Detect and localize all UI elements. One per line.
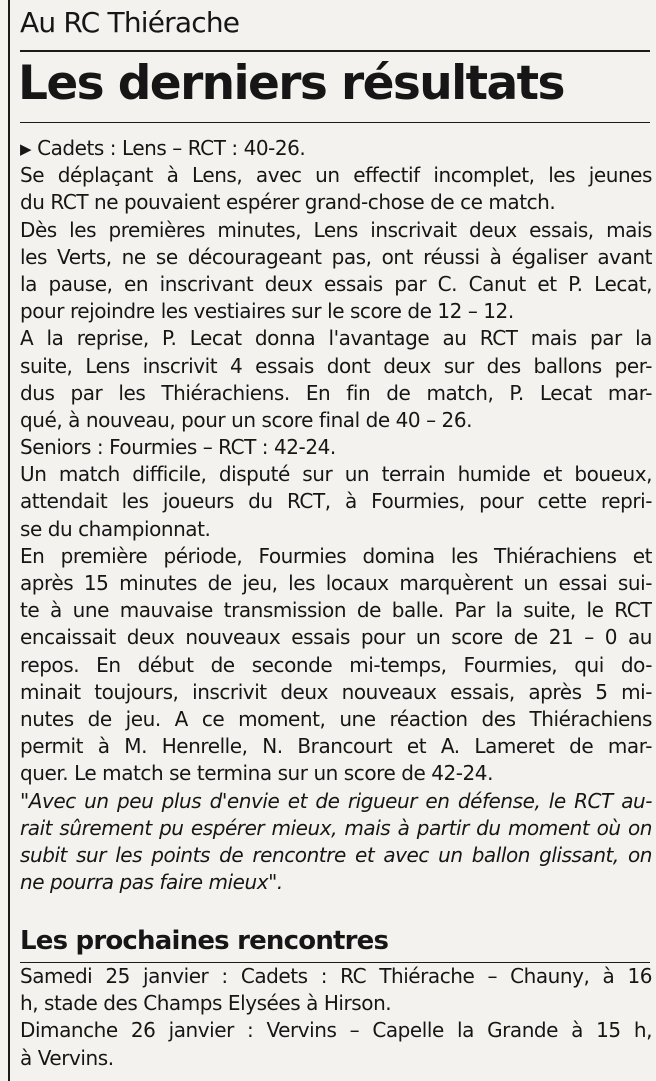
fixtures-list	[20, 963, 652, 1072]
article-body	[20, 135, 652, 896]
column-rule-left	[8, 0, 10, 1081]
right-arrow-icon: ▶	[20, 140, 32, 158]
body-line: suite, Lens inscrivit 4 essais dont deux sur des ballons per-	[20, 353, 652, 378]
fixture-line: Dimanche 26 janvier : Vervins – Capelle la Grande à 15 h,	[20, 1018, 652, 1043]
result-heading-cadets	[20, 135, 652, 162]
body-line: se du championnat.	[20, 516, 211, 541]
body-line: pour rejoindre les vestiaires sur le score de 12 – 12.	[20, 299, 514, 324]
subheading-upcoming-matches: Les prochaines rencontres	[20, 926, 389, 956]
body-line: minait toujours, inscrivit deux nouveaux essais, après 5 mi-	[20, 679, 652, 704]
body-line: Un match difficile, disputé sur un terrain humide et boueux,	[20, 462, 652, 487]
body-line: encaissait deux nouveaux essais pour un score de 21 – 0 au	[20, 625, 652, 650]
body-line: repos. En début de seconde mi-temps, Fourmies, qui do-	[20, 652, 652, 677]
body-line: qué, à nouveau, pour un score final de 40 – 26.	[20, 407, 472, 432]
kicker-rule	[20, 50, 650, 52]
headline-rule	[20, 122, 650, 123]
quote-line: "Avec un peu plus d'envie et de rigueur en défense, le RCT au-	[20, 788, 652, 813]
result-heading-text: Cadets : Lens – RCT : 40-26.	[37, 136, 306, 160]
body-line: les Verts, ne se décourageant pas, ont réussi à égaliser avant	[20, 244, 652, 269]
body-line: quer. Le match se termina sur un score de 42-24.	[20, 761, 493, 786]
fixture-line: à Vervins.	[20, 1045, 114, 1070]
body-line: la pause, en inscrivant deux essais par C. Canut et P. Lecat,	[20, 271, 652, 296]
section-kicker: Au RC Thiérache	[20, 6, 240, 39]
body-line: dus par les Thiérachiens. En fin de match, P. Lecat mar-	[20, 380, 652, 405]
body-line: permit à M. Henrelle, N. Brancourt et A. Lameret de mar-	[20, 734, 652, 759]
body-line: nutes de jeu. A ce moment, une réaction des Thiérachiens	[20, 706, 652, 731]
body-line: après 15 minutes de jeu, les locaux marquèrent un essai sui-	[20, 571, 652, 595]
quote-line: ne pourra pas faire mieux".	[20, 870, 283, 895]
fixture-line: h, stade des Champs Elysées à Hirson.	[20, 991, 392, 1016]
quote-line: rait sûrement pu espérer mieux, mais à partir du moment où on	[20, 815, 652, 840]
result-heading-seniors: Seniors : Fourmies – RCT : 42-24.	[20, 435, 336, 460]
body-line: te à une mauvaise transmission de balle. Par la suite, le RCT	[20, 598, 652, 623]
body-line: attendait les joueurs du RCT, à Fourmies, pour cette repri-	[20, 489, 652, 514]
body-line: du RCT ne pouvaient espérer grand-chose de ce match.	[20, 190, 556, 215]
quote-line: subit sur les points de rencontre et avec un ballon glissant, on	[20, 842, 652, 867]
body-line: Dès les premières minutes, Lens inscrivait deux essais, mais	[20, 217, 652, 242]
body-line: En première période, Fourmies domina les Thiérachiens et	[20, 543, 652, 568]
fixture-line: Samedi 25 janvier : Cadets : RC Thiérache – Chauny, à 16	[20, 964, 652, 988]
headline: Les derniers résultats	[18, 56, 564, 111]
body-line: Se déplaçant à Lens, avec un effectif incomplet, les jeunes	[20, 163, 652, 188]
body-line: A la reprise, P. Lecat donna l'avantage au RCT mais par la	[20, 326, 652, 351]
